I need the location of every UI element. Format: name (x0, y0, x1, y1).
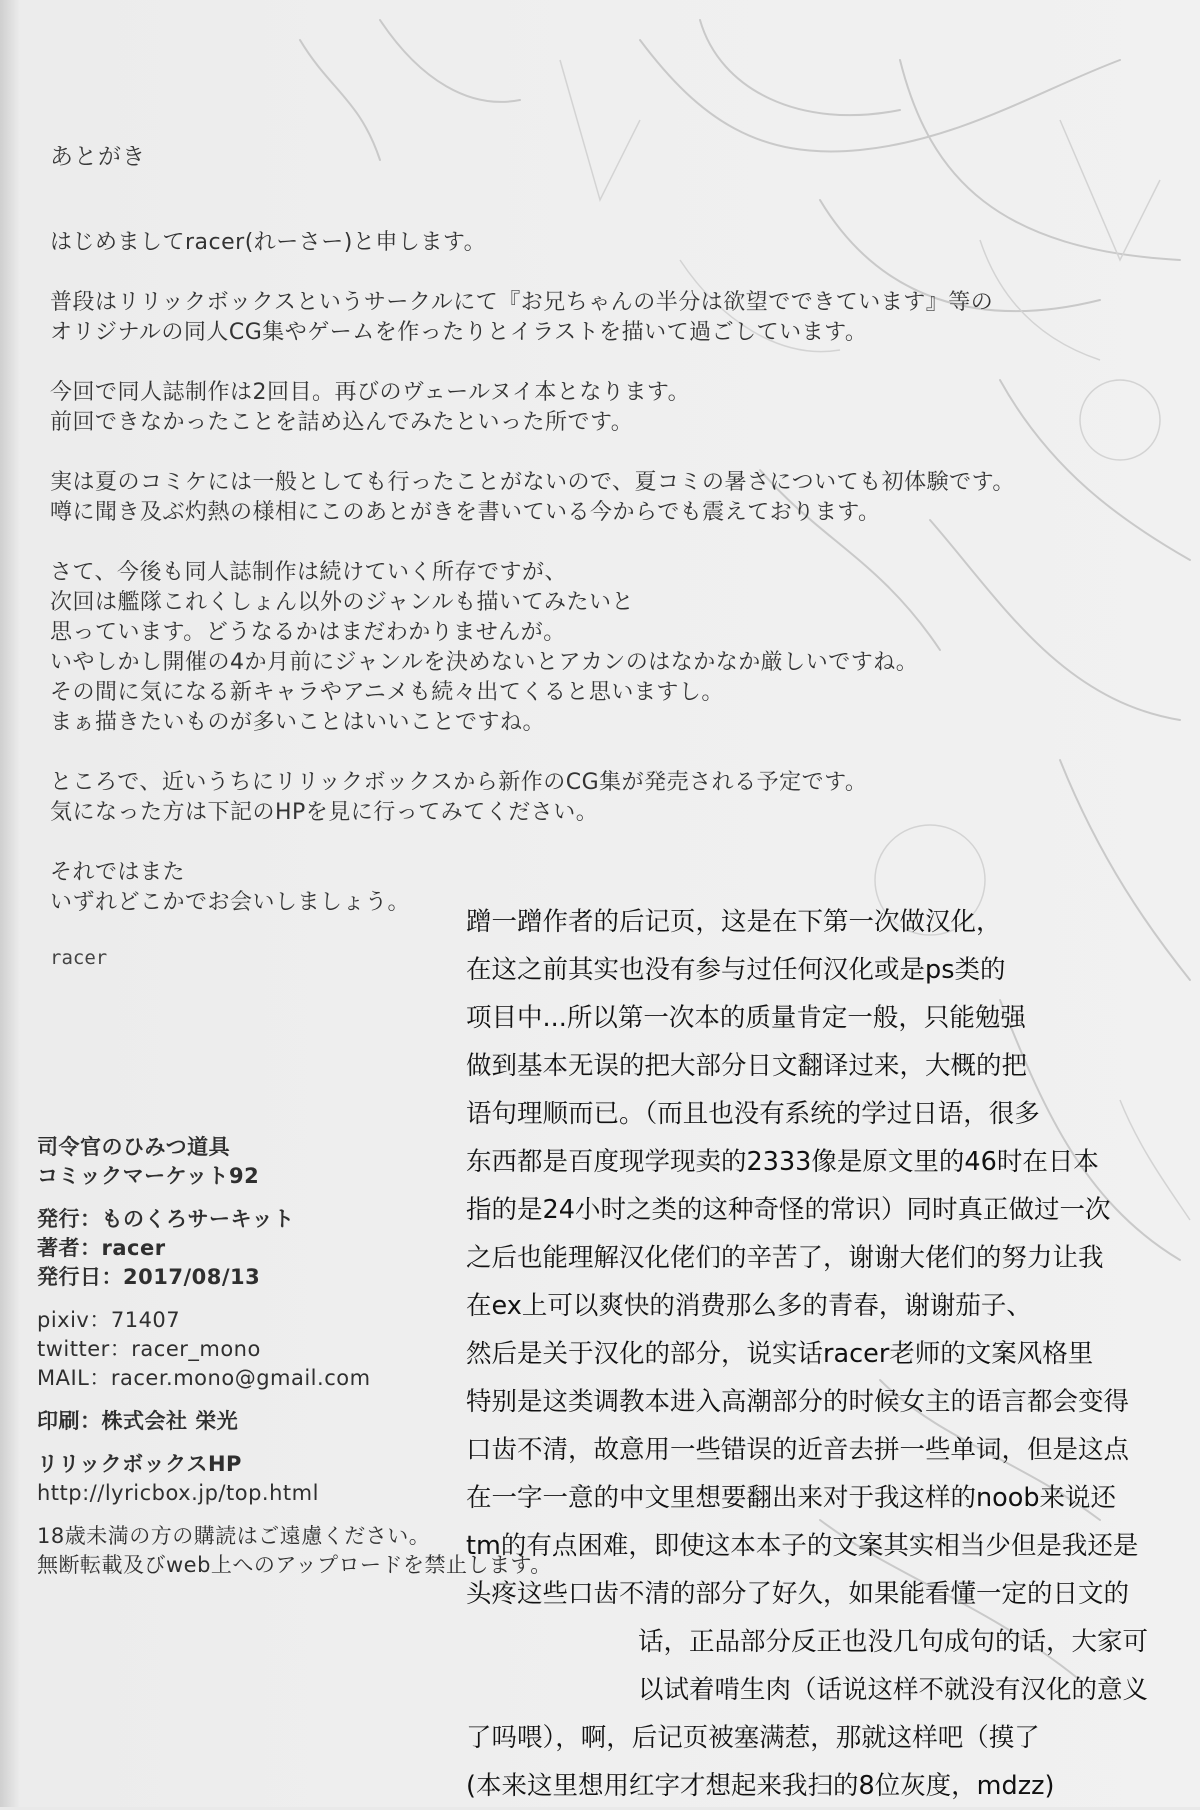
book-title: 司令官のひみつ道具 (37, 1135, 231, 1159)
translator-note-line: 项目中...所以第一次本的质量肯定一般，只能勉强 (466, 1003, 1026, 1033)
translator-note-line: 以试着啃生肉（话说这样不就没有汉化的意义 (638, 1675, 1149, 1705)
reupload-notice: 無断転載及びweb上へのアップロードを禁止します。 (37, 1553, 552, 1577)
publisher: 発行：ものくろサーキット (37, 1207, 295, 1231)
website-label: リリックボックスHP (37, 1452, 242, 1476)
afterword-paragraph (50, 558, 1070, 738)
publish-date: 発行日：2017/08/13 (37, 1265, 261, 1289)
translator-note-line: 在这之前其实也没有参与过任何汉化或是ps类的 (466, 955, 1006, 985)
afterword-line: オリジナルの同人CG集やゲームを作ったりとイラストを描いて過ごしています。 (50, 320, 868, 345)
afterword-line: ところで、近いうちにリリックボックスから新作のCG集が発売される予定です。 (50, 770, 868, 795)
translator-note-line: 口齿不清，故意用一些错误的近音去拼一些单词，但是这点 (466, 1435, 1130, 1465)
translator-note-line: 指的是24小时之类的这种奇怪的常识）同时真正做过一次 (466, 1195, 1111, 1225)
translator-note-line: 做到基本无误的把大部分日文翻译过来，大概的把 (466, 1051, 1028, 1081)
translator-note-line: tm的有点困难，即使这本本子的文案其实相当少但是我还是 (466, 1531, 1139, 1561)
afterword-line: 実は夏のコミケには一般としても行ったことがないので、夏コミの暑さについても初体験です。 (50, 470, 1015, 495)
afterword-paragraph (50, 228, 1070, 258)
afterword-paragraph (50, 468, 1070, 528)
translator-note-line: 头疼这些口齿不清的部分了好久，如果能看懂一定的日文的 (466, 1579, 1130, 1609)
translator-note (466, 898, 1196, 1810)
translator-note-line: 之后也能理解汉化佬们的辛苦了，谢谢大佬们的努力让我 (466, 1243, 1104, 1273)
afterword-line: 前回できなかったことを詰め込んでみたといった所です。 (50, 410, 634, 435)
age-notice: 18歳未満の方の購読はご遠慮ください。 (37, 1524, 431, 1548)
translator-note-line: 东西都是百度现学现卖的2333像是原文里的46时在日本 (466, 1147, 1099, 1177)
afterword-line: はじめましてracer(れーさー)と申します。 (50, 230, 487, 255)
translator-note-line: 话，正品部分反正也没几句成句的话，大家可 (638, 1627, 1149, 1657)
afterword-line: さて、今後も同人誌制作は続けていく所存ですが、 (50, 560, 568, 585)
afterword-paragraph (50, 768, 1070, 828)
translator-note-line: (本来这里想用红字才想起来我扫的8位灰度，mdzz) (466, 1771, 1055, 1801)
afterword-line: 思っています。どうなるかはまだわかりませんが。 (50, 620, 566, 645)
afterword-line: それではまた (50, 860, 186, 885)
translator-note-line: 了吗喂），啊，后记页被塞满惹，那就这样吧（摸了 (466, 1723, 1040, 1753)
author-signature: racer (50, 947, 108, 969)
translator-note-line: 在一字一意的中文里想要翻出来对于我这样的noob来说还 (466, 1483, 1117, 1513)
printer: 印刷：株式会社 栄光 (37, 1409, 239, 1433)
afterword-line: 次回は艦隊これくしょん以外のジャンルも描いてみたいと (50, 590, 635, 615)
twitter-handle: twitter：racer_mono (37, 1337, 261, 1361)
afterword-line: 普段はリリックボックスというサークルにて『お兄ちゃんの半分は欲望でできています』等の (50, 290, 994, 315)
translator-note-line: 蹭一蹭作者的后记页，这是在下第一次做汉化， (466, 907, 1002, 937)
email-address: MAIL：racer.mono@gmail.com (37, 1366, 371, 1390)
afterword-line: 今回で同人誌制作は2回目。再びのヴェールヌイ本となります。 (50, 380, 691, 405)
event-name: コミックマーケット92 (37, 1164, 260, 1188)
translator-note-line: 语句理顺而已。（而且也没有系统的学过日语，很多 (466, 1099, 1040, 1129)
afterword-title: あとがき (50, 144, 146, 170)
afterword-line: 噂に聞き及ぶ灼熱の様相にこのあとがきを書いている今からでも震えております。 (50, 500, 881, 525)
afterword-line: いずれどこかでお会いしましょう。 (50, 890, 411, 915)
translator-note-line: 特别是这类调教本进入高潮部分的时候女主的语言都会变得 (466, 1387, 1130, 1417)
website-url: http://lyricbox.jp/top.html (37, 1481, 319, 1505)
afterword-paragraph (50, 288, 1070, 348)
afterword-line: いやしかし開催の4か月前にジャンルを決めないとアカンのはなかなか厳しいですね。 (50, 650, 919, 675)
afterword-line: 気になった方は下記のHPを見に行ってみてください。 (50, 800, 599, 825)
afterword-line: その間に気になる新キャラやアニメも続々出てくると思いますし。 (50, 680, 724, 705)
translator-note-line: 然后是关于汉化的部分，说实话racer老师的文案风格里 (466, 1339, 1094, 1369)
author: 著者：racer (37, 1236, 166, 1260)
translator-note-line: 在ex上可以爽快的消费那么多的青春，谢谢茄子、 (466, 1291, 1032, 1321)
afterword-line: まぁ描きたいものが多いことはいいことですね。 (50, 710, 546, 735)
pixiv-id: pixiv：71407 (37, 1308, 181, 1332)
afterword-body (50, 228, 1070, 948)
afterword-paragraph (50, 378, 1070, 438)
